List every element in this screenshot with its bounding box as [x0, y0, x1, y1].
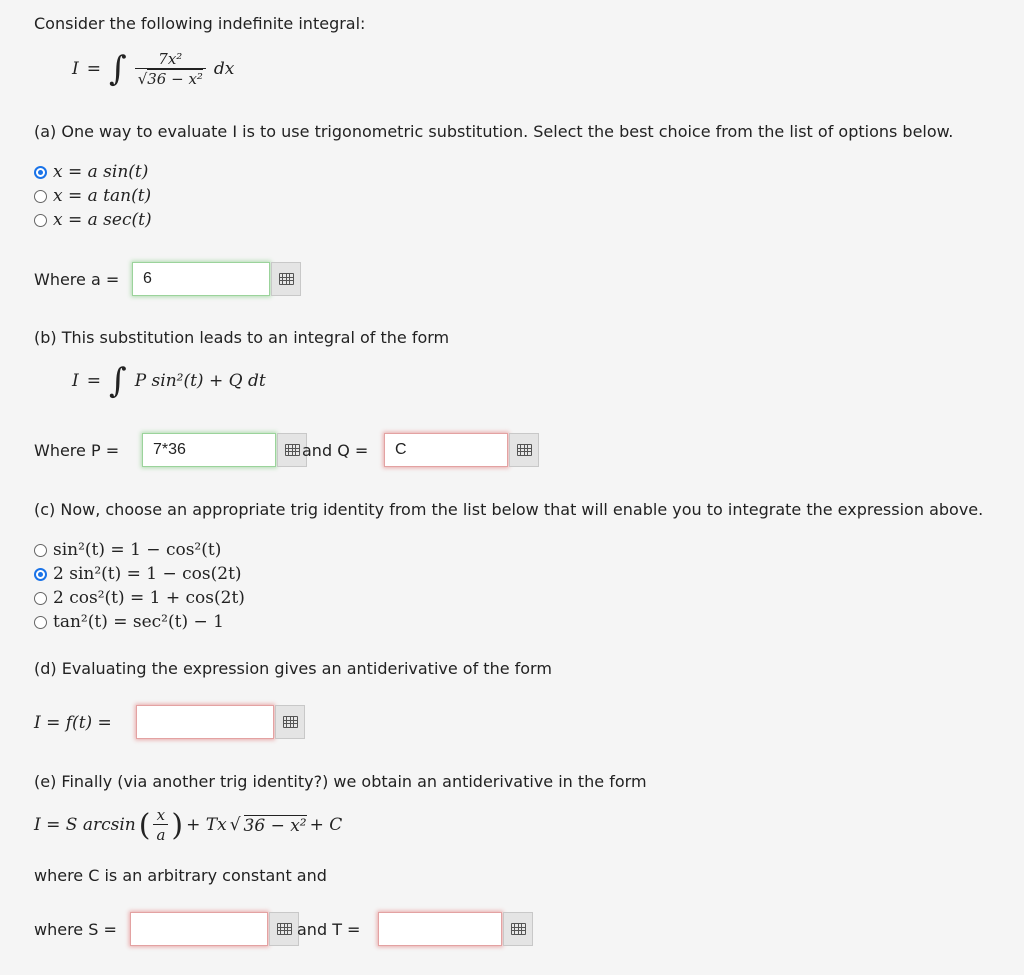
sqrt-symbol: √ — [229, 815, 241, 835]
left-paren: ( — [138, 807, 151, 843]
p-value-input[interactable]: 7*36 — [142, 433, 276, 467]
option-label: x = a sec(t) — [53, 210, 152, 230]
keypad-button-q[interactable] — [509, 433, 539, 467]
option-label: sin²(t) = 1 − cos²(t) — [53, 540, 222, 560]
integral-sign: ∫ — [108, 361, 127, 401]
antiderivative-formula — [34, 806, 342, 844]
part-a-prompt: (a) One way to evaluate I is to use trigonometric substitution. Select the best choice from the list of options below. — [34, 122, 954, 141]
keypad-icon — [285, 444, 300, 456]
integral-fraction — [135, 50, 206, 88]
part-e-prompt: (e) Finally (via another trig identity?) we obtain an antiderivative in the form — [34, 772, 647, 791]
keypad-icon — [511, 923, 526, 935]
integral-b-integrand: P sin²(t) + Q dt — [134, 371, 266, 391]
s-value-input[interactable] — [130, 912, 268, 946]
f-of-t-label: I = f(t) = — [34, 713, 112, 733]
radio-button[interactable] — [34, 214, 47, 227]
radio-button-selected[interactable] — [34, 568, 47, 581]
keypad-button-s[interactable] — [269, 912, 299, 946]
integral-eq: = — [86, 59, 101, 79]
sqrt-symbol: √ — [137, 70, 148, 88]
formula-radicand: 36 − x² — [243, 815, 307, 836]
formula-rest: + Tx — [186, 815, 227, 835]
integral-dx: dx — [213, 59, 235, 79]
formula-frac-den: a — [153, 824, 168, 844]
keypad-icon — [283, 716, 298, 728]
option-label: 2 sin²(t) = 1 − cos(2t) — [53, 564, 242, 584]
keypad-button-a[interactable] — [271, 262, 301, 296]
formula-fraction — [153, 806, 168, 844]
integral-radicand: 36 − x² — [147, 70, 203, 88]
problem-page — [18, 0, 1024, 975]
part-c-option-1[interactable] — [34, 538, 245, 562]
part-c-option-3[interactable] — [34, 586, 245, 610]
intro-text: Consider the following indefinite integral: — [34, 14, 366, 33]
keypad-icon — [517, 444, 532, 456]
part-b-prompt: (b) This substitution leads to an integral of the form — [34, 328, 450, 347]
integral-b-eq: = — [86, 371, 101, 391]
where-p-label: Where P = — [34, 441, 120, 460]
part-c-option-2[interactable] — [34, 562, 245, 586]
radio-button[interactable] — [34, 616, 47, 629]
radio-button[interactable] — [34, 592, 47, 605]
part-a-options — [34, 160, 152, 232]
and-t-label: and T = — [297, 920, 361, 939]
option-label: tan²(t) = sec²(t) − 1 — [53, 612, 224, 632]
part-a-option-atan[interactable] — [34, 184, 152, 208]
q-value-input[interactable]: C — [384, 433, 508, 467]
keypad-button-t[interactable] — [503, 912, 533, 946]
keypad-button-f[interactable] — [275, 705, 305, 739]
radio-button-selected[interactable] — [34, 166, 47, 179]
keypad-icon — [279, 273, 294, 285]
and-q-label: and Q = — [302, 441, 369, 460]
integral-b — [72, 361, 266, 401]
part-c-prompt: (c) Now, choose an appropriate trig identity from the list below that will enable you to integrate the expression above. — [34, 500, 984, 519]
integral-sign: ∫ — [108, 49, 127, 89]
f-of-t-input[interactable] — [136, 705, 274, 739]
where-a-label: Where a = — [34, 270, 120, 289]
where-s-label: where S = — [34, 920, 117, 939]
a-value-input[interactable]: 6 — [132, 262, 270, 296]
constant-note: where C is an arbitrary constant and — [34, 866, 327, 885]
part-a-option-asec[interactable] — [34, 208, 152, 232]
part-c-option-4[interactable] — [34, 610, 245, 634]
formula-frac-num: x — [156, 806, 166, 824]
part-a-option-asin[interactable] — [34, 160, 152, 184]
formula-tail: + C — [309, 815, 343, 835]
option-label: x = a tan(t) — [53, 186, 152, 206]
integral-main — [72, 50, 234, 88]
integral-lhs: I — [72, 59, 79, 79]
radio-button[interactable] — [34, 190, 47, 203]
radio-button[interactable] — [34, 544, 47, 557]
formula-lhs: I = S arcsin — [34, 815, 136, 835]
right-paren: ) — [171, 807, 184, 843]
integral-denominator — [135, 68, 206, 88]
part-c-options — [34, 538, 245, 634]
option-label: x = a sin(t) — [53, 162, 149, 182]
integral-numerator: 7x² — [158, 50, 183, 68]
part-d-prompt: (d) Evaluating the expression gives an antiderivative of the form — [34, 659, 552, 678]
keypad-icon — [277, 923, 292, 935]
integral-b-lhs: I — [72, 371, 79, 391]
t-value-input[interactable] — [378, 912, 502, 946]
option-label: 2 cos²(t) = 1 + cos(2t) — [53, 588, 245, 608]
